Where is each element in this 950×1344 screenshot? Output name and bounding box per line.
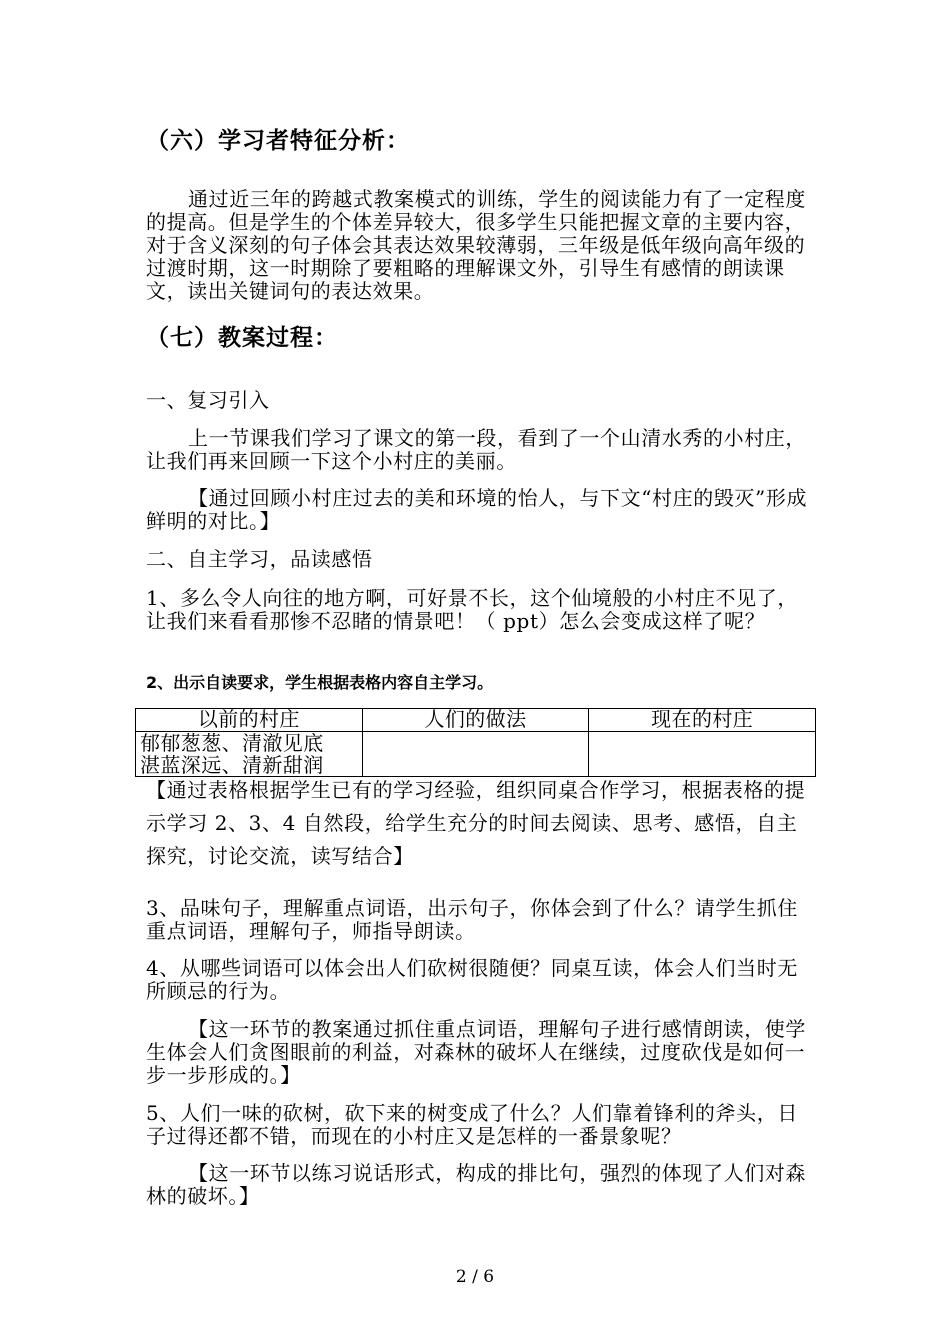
item-2-paragraph: 2、出示自读要求，学生根据表格内容自主学习。 [146, 673, 494, 692]
page-number: 2 / 6 [455, 1267, 495, 1287]
table-cell [589, 732, 816, 777]
table-cell [136, 732, 363, 777]
table-header-cell: 现在的村庄 [589, 709, 816, 732]
section-6-heading: （六）学习者特征分析： [146, 128, 410, 154]
learner-analysis-paragraph: 通过近三年的跨越式教案模式的训练，学生的阅读能力有了一定程度的提高。但是学生的个体差异较大，很多学生只能把握文章的主要内容，对于含义深刻的句子体会其表达效果较薄弱，三年级是低年级向高年级的过渡时期，这一时期除了要粗略的理解课文外，引导生有感情的朗读课文，读出关键词句的表达效果。 [146, 187, 806, 303]
item-4-paragraph: 4、从哪些词语可以体会出人们砍树很随便？同桌互读，体会人们当时无所顾忌的行为。 [146, 956, 798, 1003]
table-cell [362, 732, 589, 777]
table-cell-line: 郁郁葱葱、清澈见底 [140, 731, 324, 755]
step-1-heading: 一、复习引入 [146, 388, 270, 412]
table-cell-line: 湛蓝深远、清新甜润 [140, 753, 324, 777]
reading-table [135, 708, 816, 777]
table-header-cell: 人们的做法 [362, 709, 589, 732]
table-row [136, 732, 816, 777]
table-header-row [136, 709, 816, 732]
step-2-heading: 二、自主学习，品读感悟 [146, 547, 373, 571]
item-5-note: 【这一环节以练习说话形式，构成的排比句，强烈的体现了人们对森林的破坏。】 [146, 1161, 806, 1208]
item-4-note: 【这一环节的教案通过抓住重点词语，理解句子进行感情朗读，使学生体会人们贪图眼前的利益，对森林的破坏人在继续，过度砍伐是如何一步一步形成的。】 [146, 1017, 806, 1087]
item-3-paragraph: 3、品味句子，理解重点词语，出示句子，你体会到了什么？请学生抓住重点词语，理解句子，师指导朗读。 [146, 896, 798, 943]
item-1-paragraph: 1、多么令人向往的地方啊，可好景不长，这个仙境般的小村庄不见了，让我们来看看那惨不忍睹的情景吧！（ ppt）怎么会变成这样了呢？ [146, 586, 798, 633]
step-1-note: 【通过回顾小村庄过去的美和环境的怡人，与下文“村庄的毁灭”形成鲜明的对比。】 [146, 486, 808, 533]
item-5-paragraph: 5、人们一味的砍树，砍下来的树变成了什么？人们靠着锋利的斧头，日子过得还都不错，而现在的小村庄又是怎样的一番景象呢？ [146, 1101, 798, 1148]
section-7-heading: （七）教案过程： [146, 325, 338, 351]
step-1-paragraph: 上一节课我们学习了课文的第一段，看到了一个山清水秀的小村庄，让我们再来回顾一下这个小村庄的美丽。 [146, 426, 806, 473]
table-note: 【通过表格根据学生已有的学习经验，组织同桌合作学习，根据表格的提示学习 2、3、4 自然段，给学生充分的时间去阅读、思考、感悟，自主探究，讨论交流，读写结合】 [146, 778, 806, 868]
table-header-cell: 以前的村庄 [136, 709, 363, 732]
